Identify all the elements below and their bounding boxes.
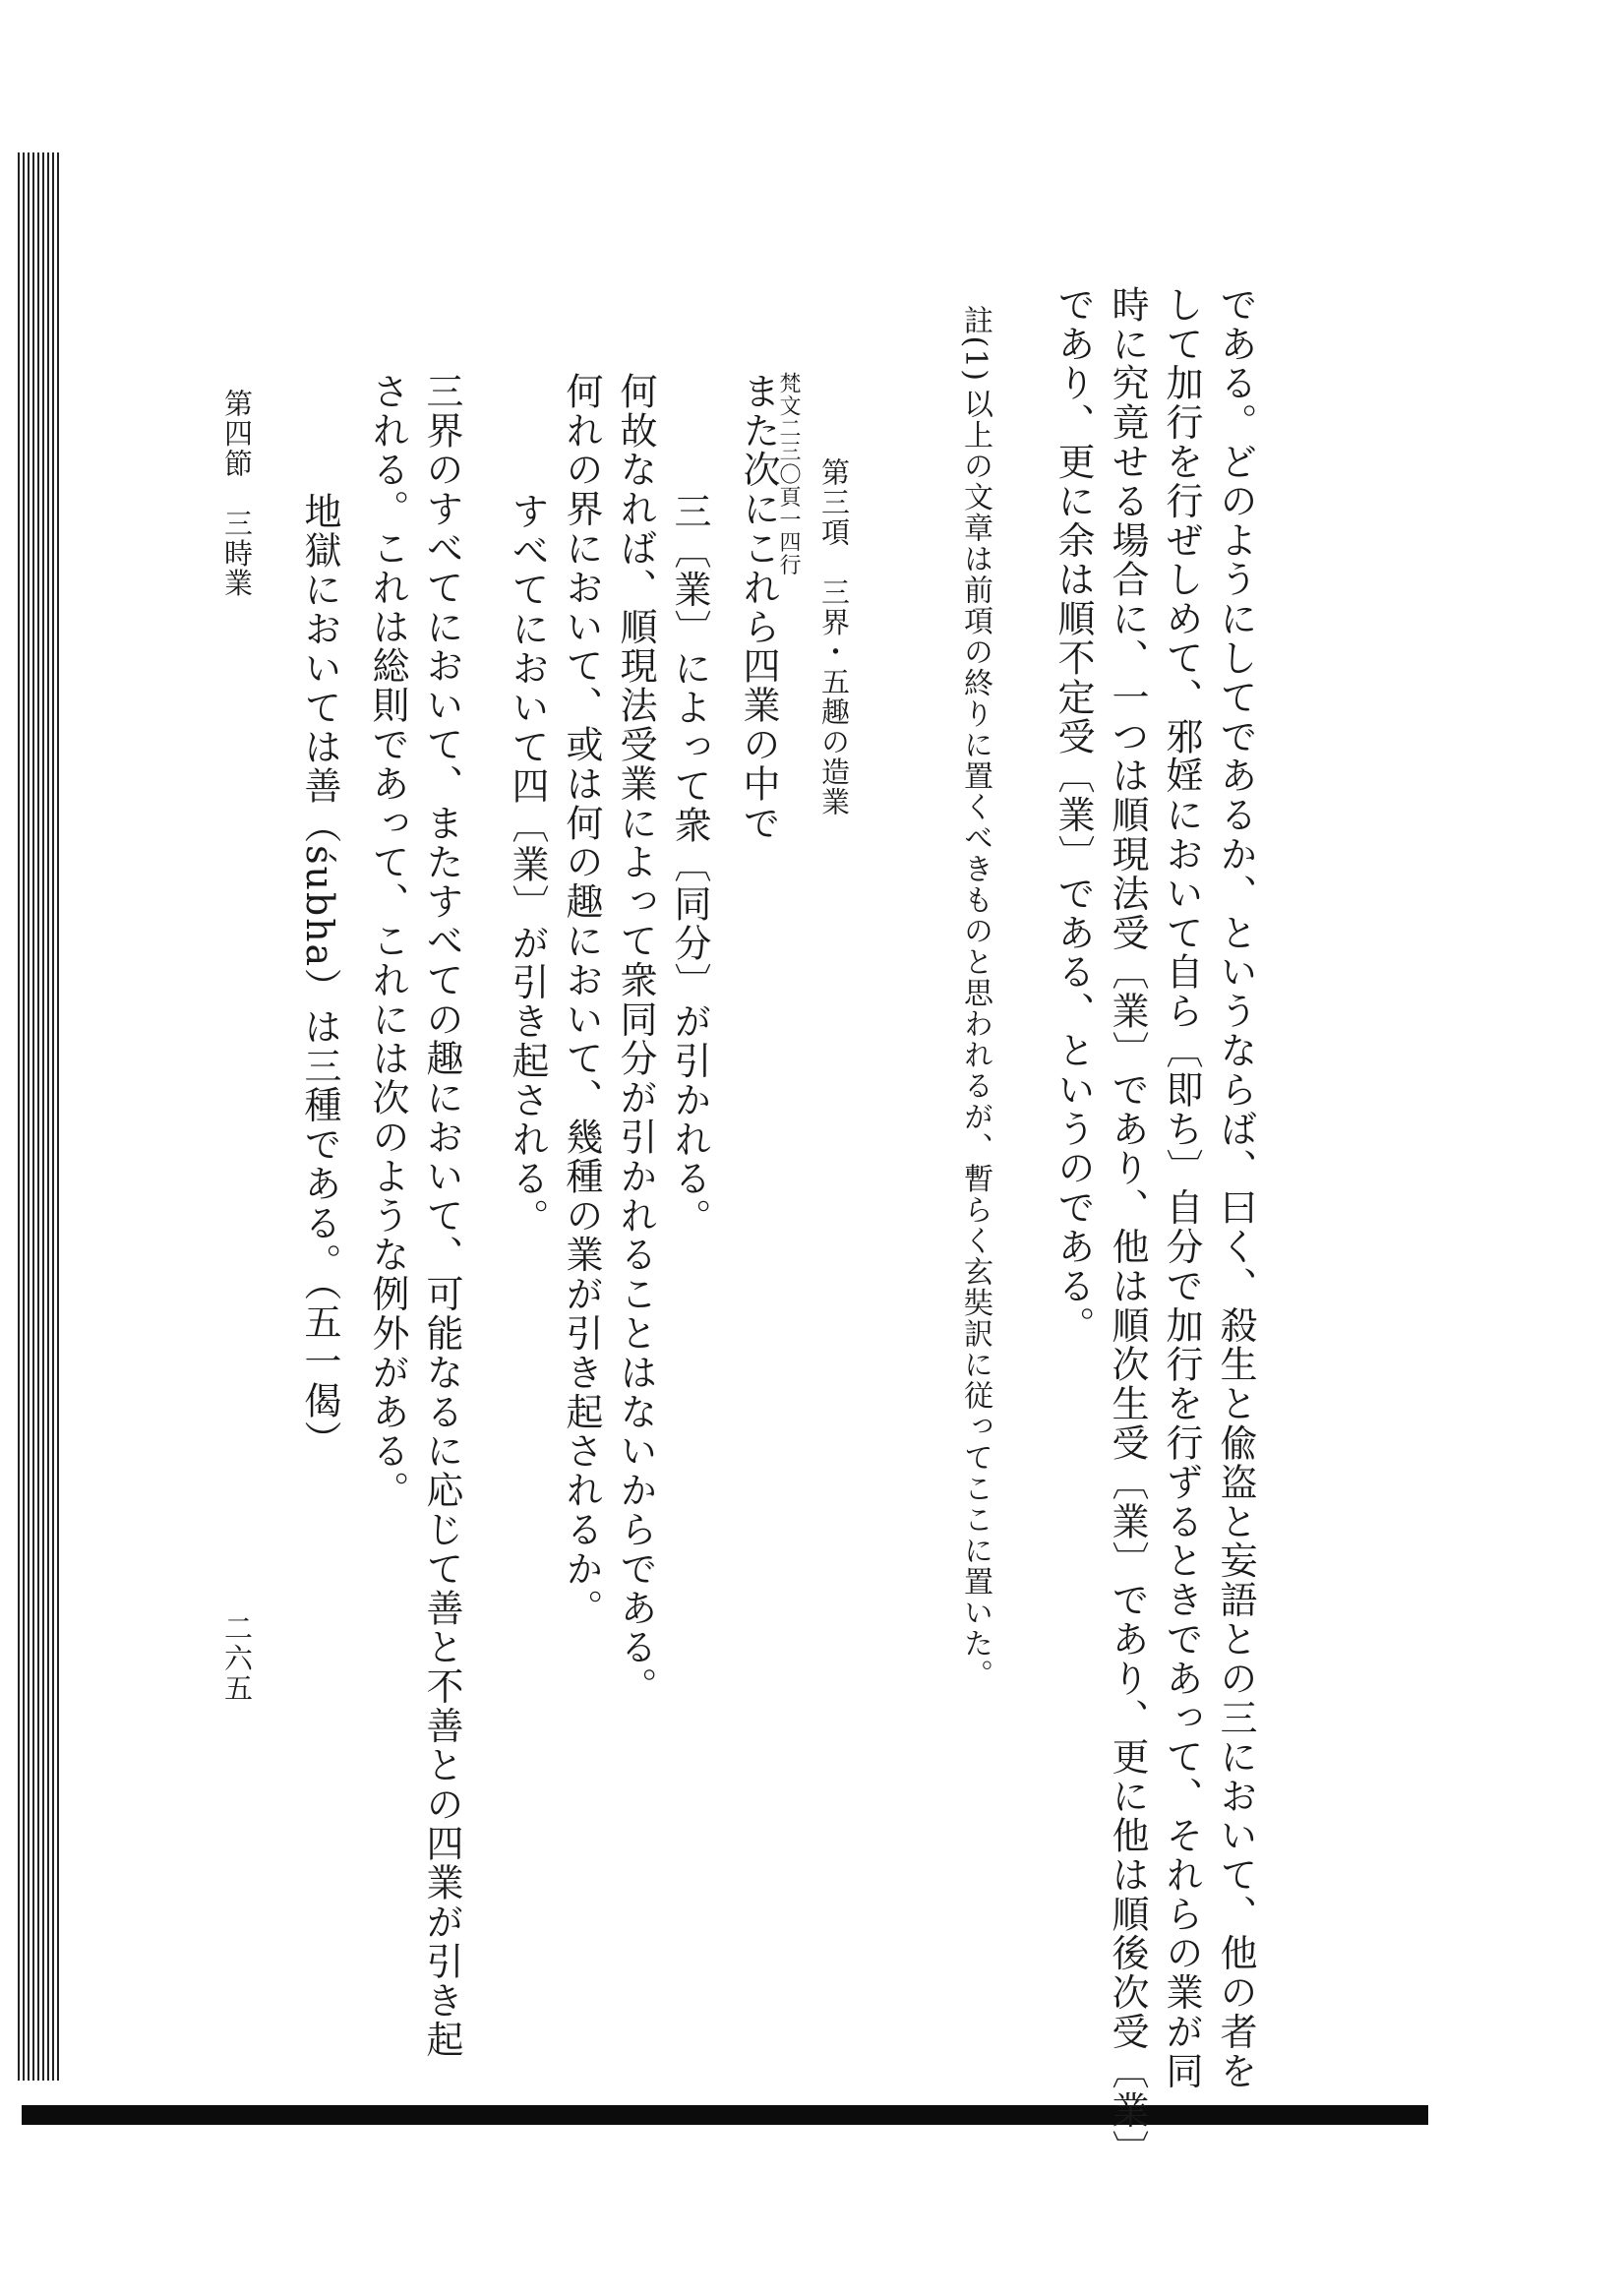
section-heading: 第三項 三界・五趣の造業 [817,457,851,817]
verse-line: 三〔業〕によって衆〔同分〕が引かれる。 [668,492,711,1239]
footnote-mark: 註(1) [958,305,992,383]
reason-line: 何故なれば、順現法受業によって衆同分が引かれることはないからである。 [614,372,657,1707]
page-number: 二六五 [220,1613,254,1704]
text-line-4: であり、更に余は順不定受〔業〕である、というのである。 [1052,285,1095,1346]
paragraph-line-2: される。これは総則であって、これには次のような例外がある。 [366,372,409,1511]
chapter-running-head: 第四節 三時業 [220,389,254,599]
text-line-3: 時に究竟せる場合に、一つは順現法受〔業〕であり、他は順次生受〔業〕であり、更に他は順後次受〔業〕 [1106,285,1149,2170]
text-line-2: して加行を行ぜしめて、邪婬において自ら〔即ち〕自分で加行を行ずるときであって、それらの業が同 [1160,285,1203,2091]
section-source-ref: 梵文二三〇頁一四行 [776,372,801,576]
answer-line: すべてにおいて四〔業〕が引き起される。 [506,492,549,1239]
question-line: 何れの界において、或は何の趣において、幾種の業が引き起されるか。 [560,372,603,1628]
book-binding-edge [18,152,59,2081]
text-line-1: である。どのようにしてであるか、というならば、曰く、殺生と偸盗と妄語との三において、他の者を [1214,285,1257,2091]
footnote-text: 以上の文章は前項の終りに置くべきものと思われるが、暫らく玄奘訳に従ってここに置いた。 [958,389,992,1690]
verse-line-2: 地獄においては善（śubha）は三種である。（五一偈） [298,492,341,1460]
paragraph-line-1: 三界のすべてにおいて、またすべての趣において、可能なるに応じて善と不善との四業が引き起 [420,372,463,2060]
page-bottom-rule [22,2105,1428,2125]
section-intro: また次にこれら四業の中で [737,372,780,843]
